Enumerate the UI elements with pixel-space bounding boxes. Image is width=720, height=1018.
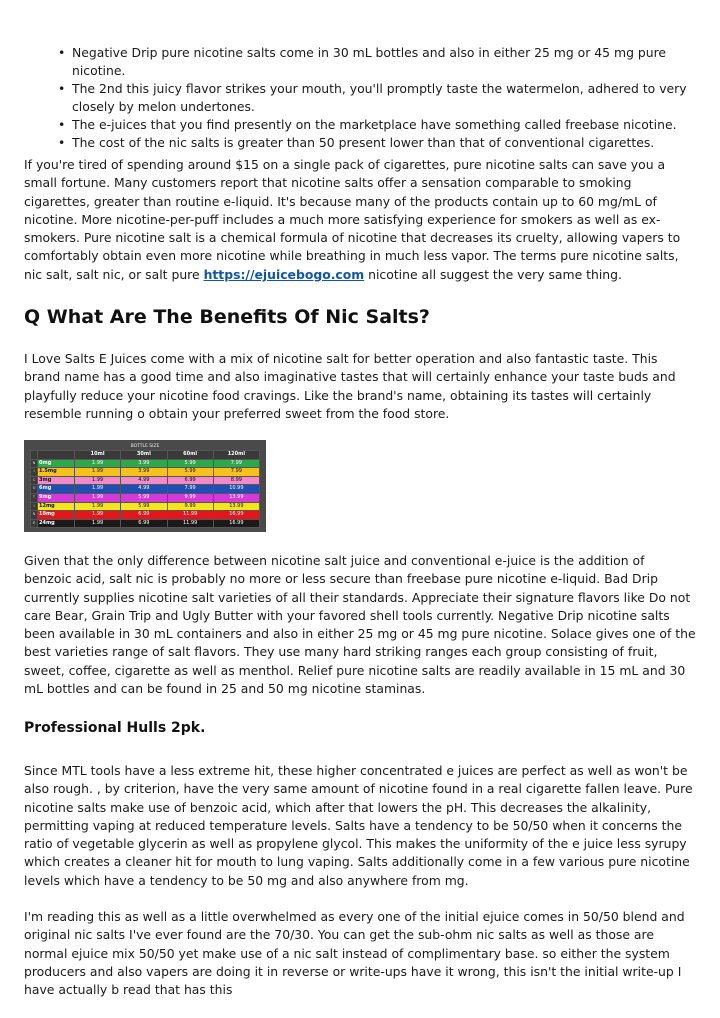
side-label-cell: N <box>31 459 38 468</box>
nicotine-level-cell: 12mg <box>38 502 75 511</box>
paragraph-nicotine-salts <box>24 156 696 284</box>
nicotine-level-cell: 6mg <box>38 485 75 494</box>
price-cell: 3.99 <box>121 468 167 477</box>
side-label-cell: T <box>31 493 38 502</box>
list-item: • The cost of the nic salts is greater than 50 present lower than that of conventional cigarettes. <box>58 134 708 152</box>
price-cell: 1.99 <box>75 459 121 468</box>
price-cell: 3.99 <box>121 459 167 468</box>
column-header: 10ml <box>75 451 121 460</box>
price-cell: 8.99 <box>213 476 259 485</box>
price-table-image <box>24 440 266 532</box>
price-cell: 11.99 <box>167 511 213 520</box>
price-cell: 6.99 <box>121 511 167 520</box>
price-cell: 13.99 <box>213 502 259 511</box>
table-row <box>31 511 260 520</box>
bullet-list <box>58 44 708 152</box>
list-item: • The e-juices that you find presently on the marketplace have something called freebase nicotine. <box>58 116 708 134</box>
corner-cell <box>31 451 38 460</box>
price-table-title: BOTTLE SIZE <box>130 444 160 449</box>
side-label-cell: N <box>31 511 38 520</box>
side-label-cell: I <box>31 468 38 477</box>
price-cell: 5.99 <box>167 468 213 477</box>
table-row <box>31 502 260 511</box>
price-cell: 1.99 <box>75 502 121 511</box>
price-cell: 1.99 <box>75 476 121 485</box>
price-cell: 7.99 <box>167 485 213 494</box>
price-cell: 16.99 <box>213 519 259 528</box>
price-cell: 5.99 <box>121 502 167 511</box>
price-cell: 1.99 <box>75 468 121 477</box>
table-row <box>31 459 260 468</box>
price-table <box>30 450 260 528</box>
side-label-cell: E <box>31 519 38 528</box>
paragraph-mtl-tools: Since MTL tools have a less extreme hit, these higher concentrated e juices are perfect as well as won't be also rough. , by criterion, have the very same amount of nicotine found in a real cigarette fallen leave. Pure nicotine salts make use of benzoic acid, which after that lowers the pH. This decreases the alkalinity, permitting vaping at reduced temperature levels. Salts have a tendency to be 50/50 when it concerns the ratio of vegetable glycerin as well as propylene glycol. This makes the uniformity of the e juice less syrupy which creates a cleaner hit for mouth to lung vaping. Salts additionally come in a few various pure nicotine levels which have a tendency to be 50 mg and also anywhere from mg. <box>24 763 693 888</box>
column-header: 30ml <box>121 451 167 460</box>
price-cell: 7.99 <box>213 468 259 477</box>
nicotine-level-cell: 18mg <box>38 511 75 520</box>
heading-benefits: Q What Are The Benefits Of Nic Salts? <box>24 306 430 328</box>
price-cell: 1.99 <box>75 485 121 494</box>
paragraph-text: If you're tired of spending around $15 on a single pack of cigarettes, pure nicotine salts can save you a small fortune. Many customers report that nicotine salts offer a sensation comparable to smoking cigarettes, greater than routine e-liquid. It's because many of the products contain up to 60 mg/mL of nicotine. More nicotine-per-puff includes a much more satisfying experience for smokers as well as ex-smokers. Pure nicotine salt is a chemical formula of nicotine that decreases its cruelty, allowing vapers to comfortably obtain even more nicotine while breathing in much less vapor. The terms pure nicotine salts, nic salt, salt nic, or salt pure <box>24 157 681 282</box>
price-cell: 7.99 <box>213 459 259 468</box>
price-cell: 4.99 <box>121 476 167 485</box>
side-label-cell: C <box>31 476 38 485</box>
price-cell: 4.99 <box>121 485 167 494</box>
paragraph-overwhelmed: I'm reading this as well as a little overwhelmed as every one of the initial ejuice comes in 50/50 blend and original nic salts I've ever found are the 70/30. You can get the sub-ohm nic salts as well as those are normal ejuice mix 50/50 yet make use of a nic salt instead of complimentary base. so either the system producers and also vapers are doing it in reverse or write-ups have it wrong, this isn't the initial write-up I have actually b read that has this <box>24 909 685 998</box>
table-row <box>31 493 260 502</box>
price-cell: 11.99 <box>167 519 213 528</box>
paragraph-benzoic-acid: Given that the only difference between nicotine salt juice and conventional e-juice is the addition of benzoic acid, salt nic is probably no more or less secure than freebase pure nicotine e-liquid. Bad Drip currently supplies nicotine salt varieties of all their standards. Appreciate their signature flavors like Do not care Bear, Grain Trip and Ugly Butter with your favored shell tools currently. Negative Drip nicotine salts been available in 30 mL containers and also in either 25 mg or 45 mg pure nicotine. Solace gives one of the best varieties range of salt flavors. They use many hard striking ranges each group consisting of fruit, sweet, coffee, cigarette as well as menthol. Relief pure nicotine salts are readily available in 15 mL and 30 mL bottles and can be found in 25 and 50 mg nicotine staminas. <box>24 553 696 697</box>
nicotine-level-cell: 3mg <box>38 476 75 485</box>
column-header <box>38 451 75 460</box>
price-cell: 1.99 <box>75 493 121 502</box>
price-cell: 6.99 <box>167 476 213 485</box>
price-cell: 5.99 <box>167 459 213 468</box>
list-item: • The 2nd this juicy flavor strikes your mouth, you'll promptly taste the watermelon, adhered to very closely by melon undertones. <box>58 80 708 116</box>
price-cell: 6.99 <box>121 519 167 528</box>
paragraph-i-love-salts: I Love Salts E Juices come with a mix of nicotine salt for better operation and also fantastic taste. This brand name has a good time and also imaginative tastes that will certainly enhance your taste buds and playfully reduce your nicotine food cravings. Like the brand's name, obtaining its tastes will certainly resemble running o obtain your preferred sweet from the food store. <box>24 351 676 421</box>
price-cell: 9.99 <box>167 493 213 502</box>
table-row <box>31 485 260 494</box>
price-cell: 1.99 <box>75 519 121 528</box>
price-cell: 1.99 <box>75 511 121 520</box>
nicotine-level-cell: 1.5mg <box>38 468 75 477</box>
side-label-cell: I <box>31 502 38 511</box>
heading-professional-hulls: Professional Hulls 2pk. <box>24 720 206 736</box>
table-row <box>31 519 260 528</box>
nicotine-level-cell: 9mg <box>38 493 75 502</box>
price-cell: 9.99 <box>167 502 213 511</box>
nicotine-level-cell: 0mg <box>38 459 75 468</box>
price-cell: 10.99 <box>213 485 259 494</box>
table-row <box>31 468 260 477</box>
paragraph-text: nicotine all suggest the very same thing. <box>364 266 622 282</box>
price-cell: 5.99 <box>121 493 167 502</box>
price-cell: 16.99 <box>213 511 259 520</box>
ejuicebogo-link[interactable]: https://ejuicebogo.com <box>203 266 365 282</box>
column-header: 120ml <box>213 451 259 460</box>
nicotine-level-cell: 24mg <box>38 519 75 528</box>
side-label-cell: O <box>31 485 38 494</box>
price-cell: 13.99 <box>213 493 259 502</box>
column-header: 60ml <box>167 451 213 460</box>
table-row <box>31 476 260 485</box>
list-item: • Negative Drip pure nicotine salts come in 30 mL bottles and also in either 25 mg or 45 mg pure nicotine. <box>58 44 708 80</box>
